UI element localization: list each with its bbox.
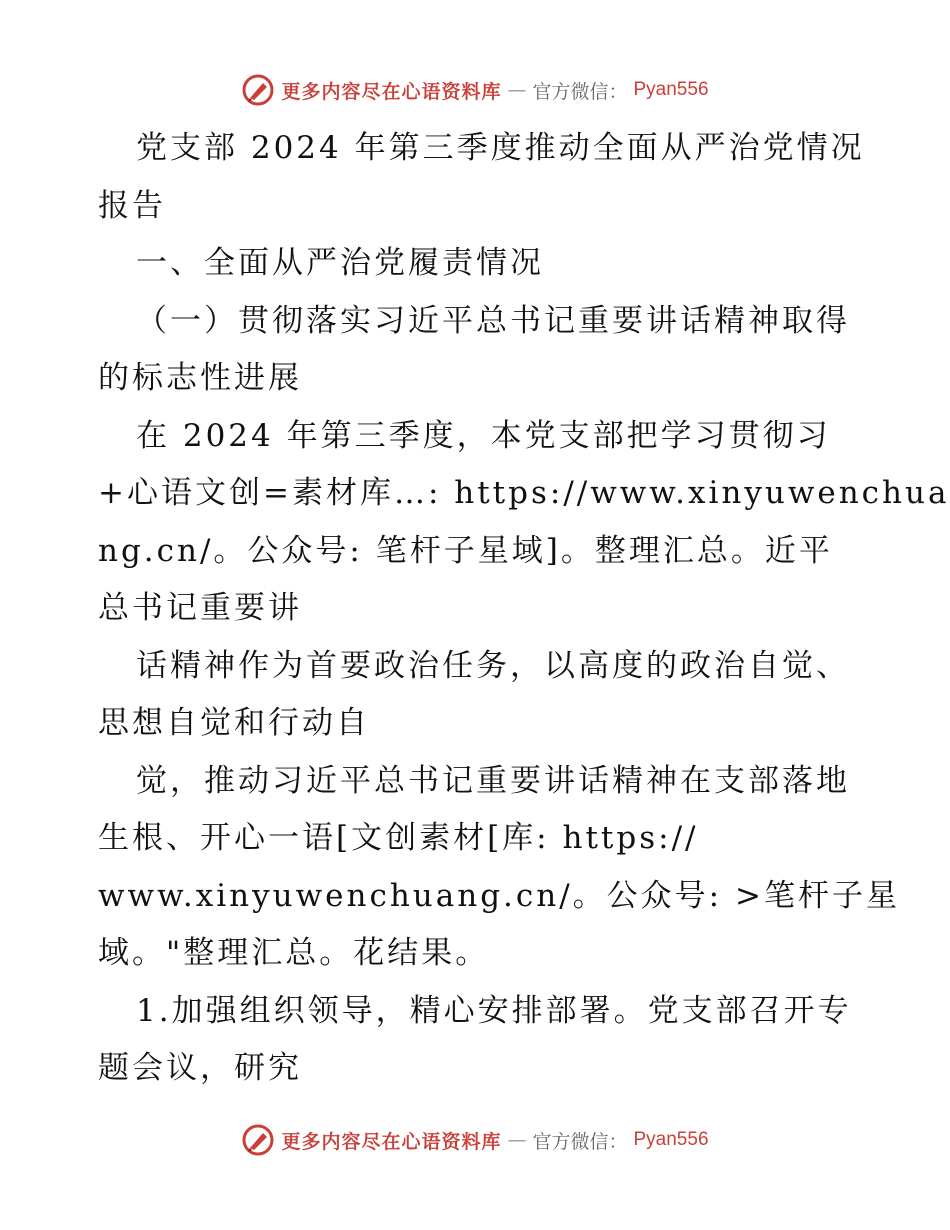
watermark-wechat-id: Pyan556 (633, 79, 709, 100)
text-line: ng.cn/。公众号: 笔杆子星域]。整理汇总。近平 (98, 532, 833, 569)
text-line: 报告 (98, 187, 166, 224)
watermark-brand: 更多内容尽在心语资料库 (281, 1130, 502, 1153)
text-line: （一）贯彻落实习近平总书记重要讲话精神取得 (136, 302, 850, 339)
watermark-dash: — (507, 1129, 527, 1151)
text-line: 一、全面从严治党履责情况 (136, 245, 544, 281)
watermark-dash: — (507, 79, 527, 101)
text-line: 生根、开心一语[文创素材[库: https:// (98, 820, 699, 856)
text-line: 党支部 2024 年第三季度推动全面从严治党情况 (136, 130, 865, 166)
pen-logo-icon (241, 1123, 275, 1157)
document-text (98, 120, 950, 1098)
text-line: 在 2024 年第三季度，本党支部把学习贯彻习 (136, 417, 831, 454)
text-line: 总书记重要讲 (98, 590, 302, 626)
text-line: 1.加强组织领导，精心安排部署。党支部召开专 (136, 992, 852, 1029)
watermark-official: 官方微信： (532, 80, 628, 103)
pen-logo-icon (241, 73, 275, 107)
watermark-brand: 更多内容尽在心语资料库 (281, 80, 502, 103)
footer-watermark (0, 1120, 950, 1160)
watermark-official: 官方微信： (532, 1130, 628, 1153)
text-line: 的标志性进展 (98, 360, 302, 396)
text-line: 觉，推动习近平总书记重要讲话精神在支部落地 (136, 762, 850, 799)
document-body (98, 120, 950, 1098)
watermark-wechat-id: Pyan556 (633, 1129, 709, 1150)
text-line: +心语文创=素材库…: https://www.xinyuwenchua (98, 475, 950, 511)
text-line: 思想自觉和行动自 (98, 705, 370, 741)
header-watermark (0, 70, 950, 110)
text-line: 域。"整理汇总。花结果。 (98, 935, 490, 971)
text-line: 话精神作为首要政治任务，以高度的政治自觉、 (136, 647, 850, 684)
text-line: 题会议，研究 (98, 1050, 302, 1086)
text-line: www.xinyuwenchuang.cn/。公众号: >笔杆子星 (98, 877, 900, 914)
